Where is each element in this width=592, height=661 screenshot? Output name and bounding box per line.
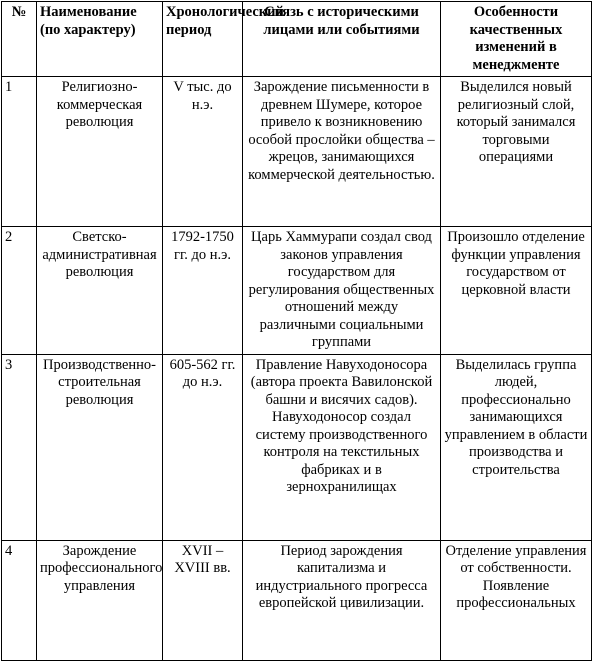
header-period: Хронологический период: [163, 2, 243, 77]
cell-num: 3: [2, 354, 37, 540]
cell-period: V тыс. до н.э.: [163, 77, 243, 227]
table-row: [2, 540, 592, 660]
table-row: [2, 354, 592, 540]
cell-name: Религиозно-коммерческая революция: [37, 77, 163, 227]
cell-period: 605-562 гг. до н.э.: [163, 354, 243, 540]
cell-name: Производственно-строительная революция: [37, 354, 163, 540]
cell-features: Выделился новый религиозный слой, который занимался торговыми операциями: [441, 77, 592, 227]
cell-features: Выделилась группа людей, профессионально занимающихся управлением в области производства и строительства: [441, 354, 592, 540]
cell-relation: Царь Хаммурапи создал свод законов управления государством для регулирования общественных отношений между различными социальными группами: [243, 227, 441, 355]
cell-relation: Правление Навуходоносора (автора проекта Вавилонской башни и висячих садов). Навуходоносор создал систему производственного контроля на текстильных фабриках и в зернохранилищах: [243, 354, 441, 540]
cell-features: Отделение управления от собственности. Появление профессиональных: [441, 540, 592, 660]
cell-relation: Зарождение письменности в древнем Шумере, которое привело к возникновению особой прослойки общества – жрецов, занимающихся коммерческой деятельностью.: [243, 77, 441, 227]
header-name: Наименование (по характеру): [37, 2, 163, 77]
cell-relation: Период зарождения капитализма и индустриального прогресса европейской цивилизации.: [243, 540, 441, 660]
table-row: [2, 227, 592, 355]
cell-num: 1: [2, 77, 37, 227]
cell-features: Произошло отделение функции управления государством от церковной власти: [441, 227, 592, 355]
cell-num: 2: [2, 227, 37, 355]
cell-num: 4: [2, 540, 37, 660]
header-relation: Связь с историческими лицами или событиями: [243, 2, 441, 77]
cell-period: 1792-1750 гг. до н.э.: [163, 227, 243, 355]
table-row: [2, 77, 592, 227]
revolutions-table: [1, 1, 592, 661]
cell-period: XVII – XVIII вв.: [163, 540, 243, 660]
cell-name: Зарождение профессионального управления: [37, 540, 163, 660]
cell-name: Светско-административная революция: [37, 227, 163, 355]
header-num: №: [2, 2, 37, 77]
header-features: Особенности качественных изменений в менеджменте: [441, 2, 592, 77]
table-header-row: [2, 2, 592, 77]
